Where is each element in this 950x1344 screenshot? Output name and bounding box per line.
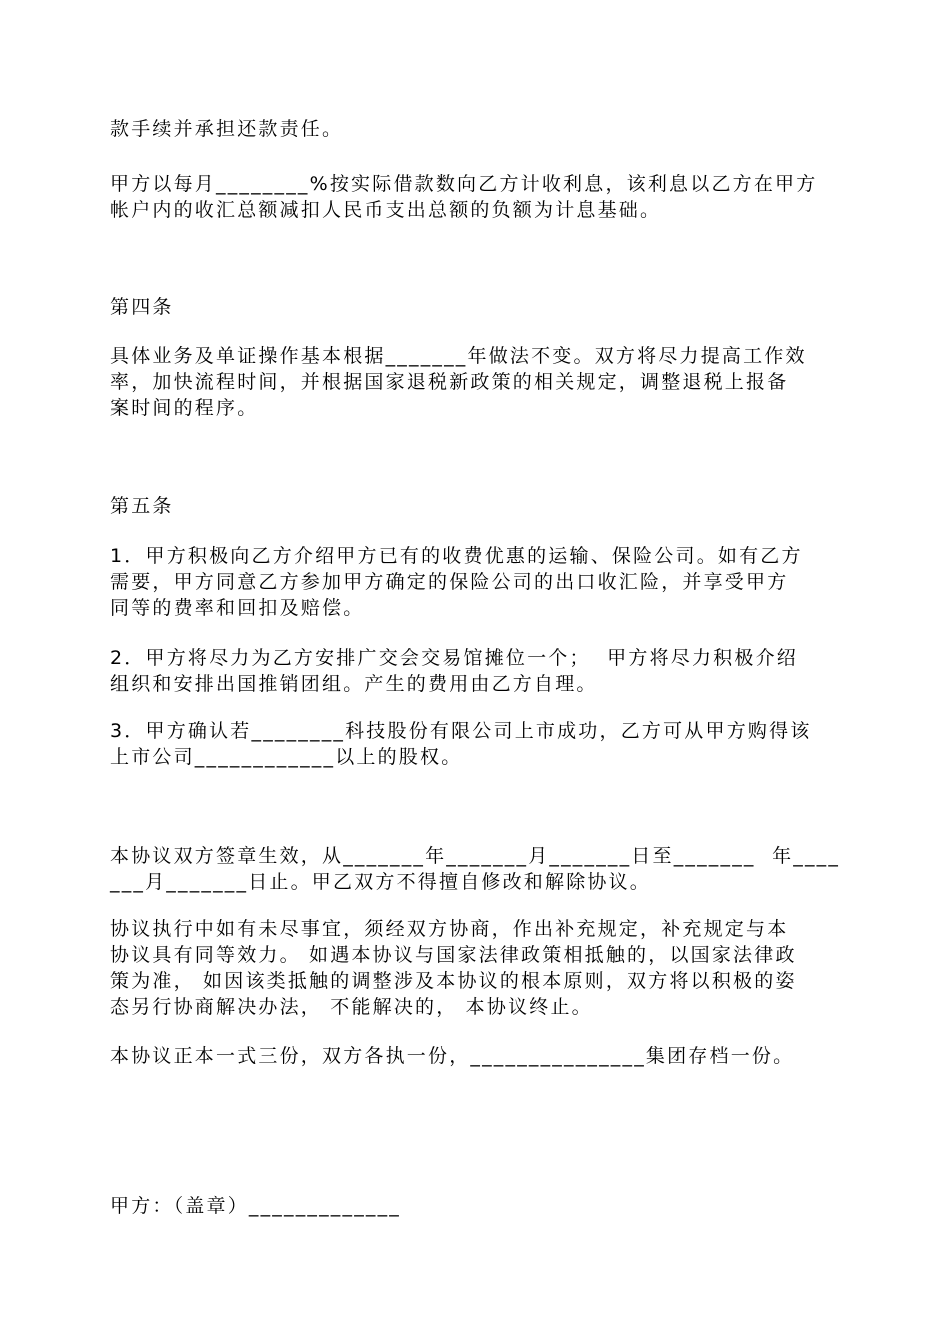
list-item-line: 组织和安排出国推销团组。产生的费用由乙方自理。 bbox=[110, 673, 598, 695]
list-item-line: 上市公司____________以上的股权。 bbox=[110, 746, 463, 768]
paragraph-line: 款手续并承担还款责任。 bbox=[110, 118, 344, 140]
list-item-line: 需要，甲方同意乙方参加甲方确定的保险公司的出口收汇险，并享受甲方 bbox=[110, 571, 789, 593]
list-item-line: 3．甲方确认若________科技股份有限公司上市成功，乙方可从甲方购得该 bbox=[110, 720, 812, 742]
article-heading: 第五条 bbox=[110, 495, 174, 517]
paragraph-line: 率，加快流程时间，并根据国家退税新政策的相关规定，调整退税上报备 bbox=[110, 371, 789, 393]
paragraph-line: 甲方以每月________%按实际借款数向乙方计收利息，该利息以乙方在甲方 bbox=[110, 173, 818, 195]
list-item-line: 1．甲方积极向乙方介绍甲方已有的收费优惠的运输、保险公司。如有乙方 bbox=[110, 545, 803, 567]
paragraph-line: 本协议双方签章生效，从_______年_______月_______日至_______ 年____ bbox=[110, 845, 841, 867]
paragraph-line: 案时间的程序。 bbox=[110, 397, 259, 419]
list-item-line: 2．甲方将尽力为乙方安排广交会交易馆摊位一个； 甲方将尽力积极介绍 bbox=[110, 647, 798, 669]
paragraph-line: 具体业务及单证操作基本根据_______年做法不变。双方将尽力提高工作效 bbox=[110, 345, 807, 367]
paragraph-line: 本协议正本一式三份，双方各执一份，_______________集团存档一份。 bbox=[110, 1045, 795, 1067]
article-heading: 第四条 bbox=[110, 296, 174, 318]
paragraph-line: 帐户内的收汇总额减扣人民币支出总额的负额为计息基础。 bbox=[110, 199, 662, 221]
paragraph-line: ___月_______日止。甲乙双方不得擅自修改和解除协议。 bbox=[110, 871, 652, 893]
paragraph-line: 策为准， 如因该类抵触的调整涉及本协议的根本原则，双方将以积极的姿 bbox=[110, 970, 797, 992]
signature-line: 甲方：（盖章）_____________ bbox=[110, 1195, 402, 1217]
paragraph-line: 态另行协商解决办法， 不能解决的， 本协议终止。 bbox=[110, 996, 593, 1018]
list-item-line: 同等的费率和回扣及赔偿。 bbox=[110, 597, 365, 619]
paragraph-line: 协议执行中如有未尽事宜，须经双方协商，作出补充规定，补充规定与本 bbox=[110, 918, 789, 940]
paragraph-line: 协议具有同等效力。 如遇本协议与国家法律政策相抵触的，以国家法律政 bbox=[110, 944, 797, 966]
